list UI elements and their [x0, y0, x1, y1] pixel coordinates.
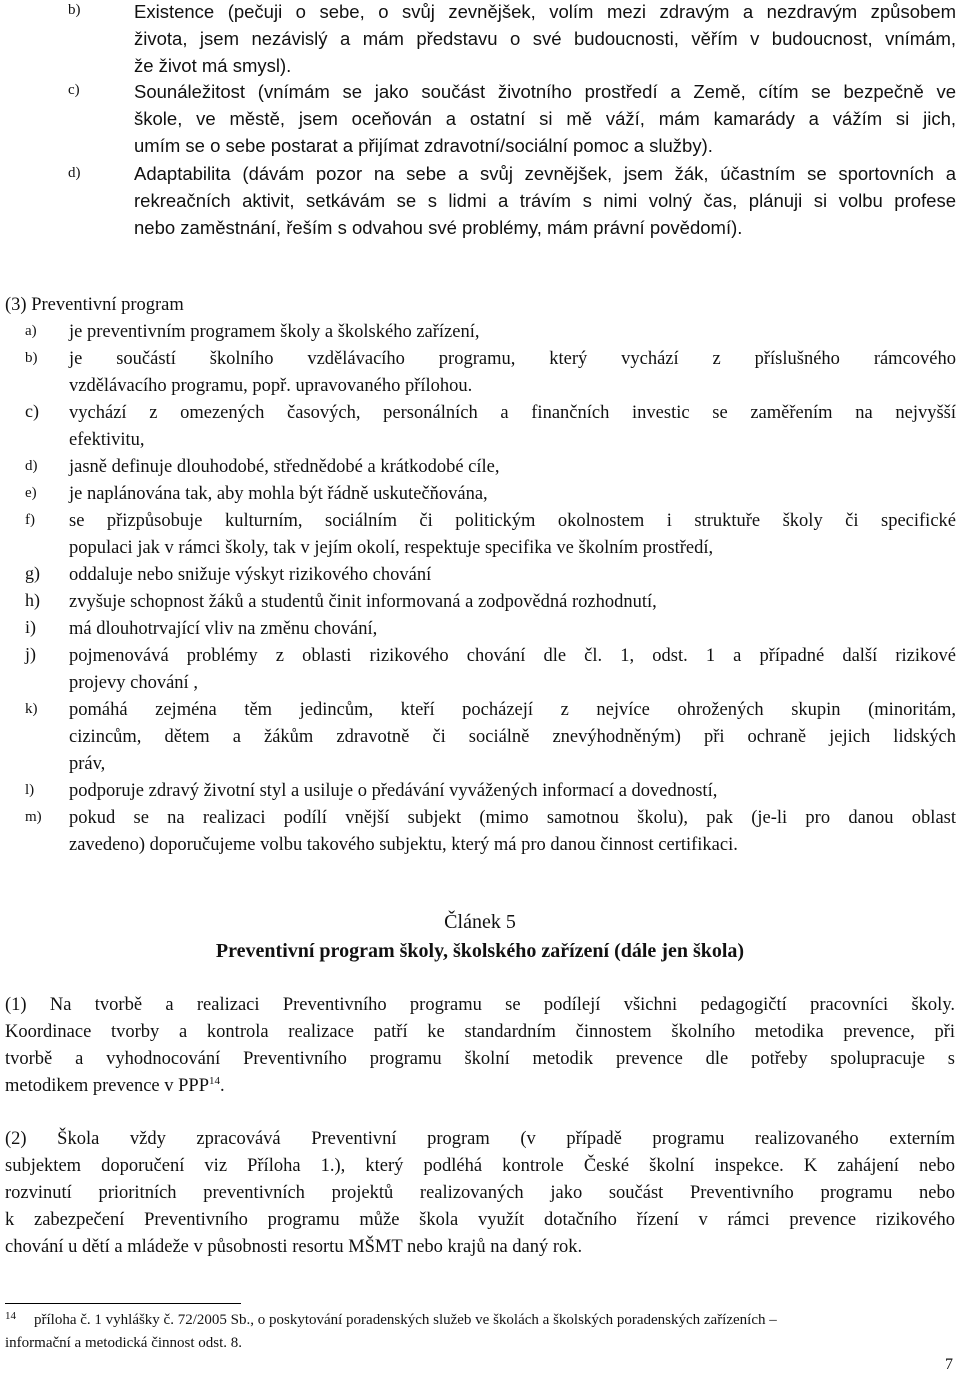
list-label: e) [25, 485, 37, 501]
list-line: vzdělávacího programu, popř. upravovaného přílohou. [69, 376, 473, 396]
list-line: cizincům, dětem a žákům zdravotně či sociálně znevýhodněným) při ochraně jejich lidských [69, 727, 956, 747]
list-line: pomáhá zejména těm jedincům, kteří pocházejí z nejvíce ohrožených skupin (minoritám, [69, 700, 956, 720]
footnote-line: příloha č. 1 vyhlášky č. 72/2005 Sb., o poskytování poradenských služeb ve školách a školských poradenských zařízeních – [34, 1312, 777, 1328]
list-label: c) [68, 82, 80, 98]
list-label: c) [25, 401, 39, 421]
list-label: l) [25, 782, 35, 798]
paragraph-line: k zabezpečení Preventivního programu může škola využít dotačního řízení v rámci prevence rizikového [5, 1210, 955, 1230]
paragraph-line: subjektem doporučení viz Příloha 1.), který podléhá kontrole České školní inspekce. K zahájení nebo [5, 1156, 955, 1176]
list-label: m) [25, 809, 42, 825]
list-line: projevy chování , [69, 673, 198, 693]
list-label: d) [68, 165, 81, 181]
list-label: i) [25, 617, 36, 637]
list-line: nebo zaměstnání, řeším s odvahou své problémy, mám právní povědomí). [134, 217, 743, 238]
list-line: zvyšuje schopnost žáků a studentů činit informovaná a zodpovědná rozhodnutí, [69, 592, 657, 612]
list-line: života, jsem nezávislý a mám představu o své budoucnosti, věřím v budoucnost, vnímám, [134, 28, 956, 49]
paragraph-line: metodikem prevence v PPP [5, 1076, 209, 1096]
list-line: vychází z omezených časových, personálních a finančních investic se zaměřením na nejvyšší [69, 403, 956, 423]
list-line: zavedeno) doporučujeme volbu takového subjektu, který má pro danou činnost certifikaci. [69, 835, 738, 855]
paragraph-last-line [5, 1073, 225, 1100]
list-label: a) [25, 323, 37, 339]
list-line: že život má smysl). [134, 55, 292, 76]
list-label: b) [68, 2, 81, 18]
footnote-line: informační a metodická činnost odst. 8. [5, 1335, 243, 1351]
footnote-divider [5, 1303, 241, 1304]
paragraph-line: chování u dětí a mládeže v působnosti resortu MŠMT nebo krajů na daný rok. [5, 1237, 583, 1257]
list-line: je naplánována tak, aby mohla být řádně uskutečňována, [69, 484, 488, 504]
list-line: škole, ve městě, jsem oceňován a ostatní si mě váží, mám kamarády a vážím si jich, [134, 108, 956, 129]
page-number: 7 [945, 1356, 953, 1373]
list-label: b) [25, 350, 38, 366]
list-label: g) [25, 563, 40, 583]
list-line: Existence (pečuji o sebe, o svůj zevnějšek, volím mezi zdravým a nezdravým způsobem [134, 1, 956, 22]
list-label: k) [25, 701, 38, 717]
list-line: se přizpůsobuje kulturním, sociálním či politickým okolnostem i struktuře školy či specifické [69, 511, 956, 531]
list-line: je preventivním programem školy a školského zařízení, [69, 322, 480, 342]
footnote-number: 14 [5, 1310, 16, 1322]
list-label: d) [25, 458, 38, 474]
footnote-reference[interactable]: 14 [208, 1074, 220, 1087]
paragraph-end: . [219, 1076, 225, 1096]
list-line: Sounáležitost (vnímám se jako součást životního prostředí a Země, cítím se bezpečně ve [134, 81, 956, 102]
list-line: práv, [69, 754, 106, 774]
list-line: populaci jak v rámci školy, tak v jejím okolí, respektuje specifika ve školním prostředí, [69, 538, 714, 558]
list-line: efektivitu, [69, 430, 145, 450]
list-line: rekreačních aktivit, setkávám se s lidmi a trávím s nimi volný čas, plánuji si volbu profese [134, 190, 956, 211]
list-line: umím se o sebe postarat a přijímat zdravotní/sociální pomoc a služby). [134, 135, 713, 156]
article-title: Preventivní program školy, školského zařízení (dále jen škola) [215, 940, 745, 962]
article-number: Článek 5 [444, 911, 516, 933]
list-line: pokud se na realizaci podílí vnější subjekt (mimo samotnou školu), pak (je-li pro danou oblast [69, 808, 956, 828]
list-line: pojmenovává problémy z oblasti rizikového chování dle čl. 1, odst. 1 a případné další rizikové [69, 646, 956, 666]
list-line: podporuje zdravý životní styl a usiluje o předávání vyvážených informací a dovedností, [69, 781, 718, 801]
paragraph-line: (2) Škola vždy zpracovává Preventivní program (v případě programu realizovaného externím [5, 1129, 955, 1149]
list-label: f) [25, 512, 35, 528]
list-line: má dlouhotrvající vliv na změnu chování, [69, 619, 378, 639]
section-title: (3) Preventivní program [5, 295, 184, 315]
paragraph-line: Koordinace tvorby a kontrola realizace patří ke standardním činnostem školního metodika prevence, při [5, 1022, 955, 1042]
list-label: h) [25, 590, 40, 610]
paragraph-line: tvorbě a vyhodnocování Preventivního programu školní metodik prevence dle potřeby spolupracuje s [5, 1049, 955, 1069]
list-line: jasně definuje dlouhodobé, střednědobé a krátkodobé cíle, [69, 457, 500, 477]
paragraph-line: (1) Na tvorbě a realizaci Preventivního programu se podílejí všichni pedagogičtí pracovníci školy. [5, 995, 955, 1015]
paragraph-line: rozvinutí prioritních preventivních projektů realizovaných jako součást Preventivního programu nebo [5, 1183, 955, 1203]
list-line: oddaluje nebo snižuje výskyt rizikového chování [69, 565, 432, 585]
list-line: je součástí školního vzdělávacího programu, který vychází z příslušného rámcového [69, 349, 956, 369]
list-line: Adaptabilita (dávám pozor na sebe a svůj zevnějšek, jsem žák, účastním se sportovních a [134, 163, 956, 184]
list-label: j) [25, 644, 36, 664]
